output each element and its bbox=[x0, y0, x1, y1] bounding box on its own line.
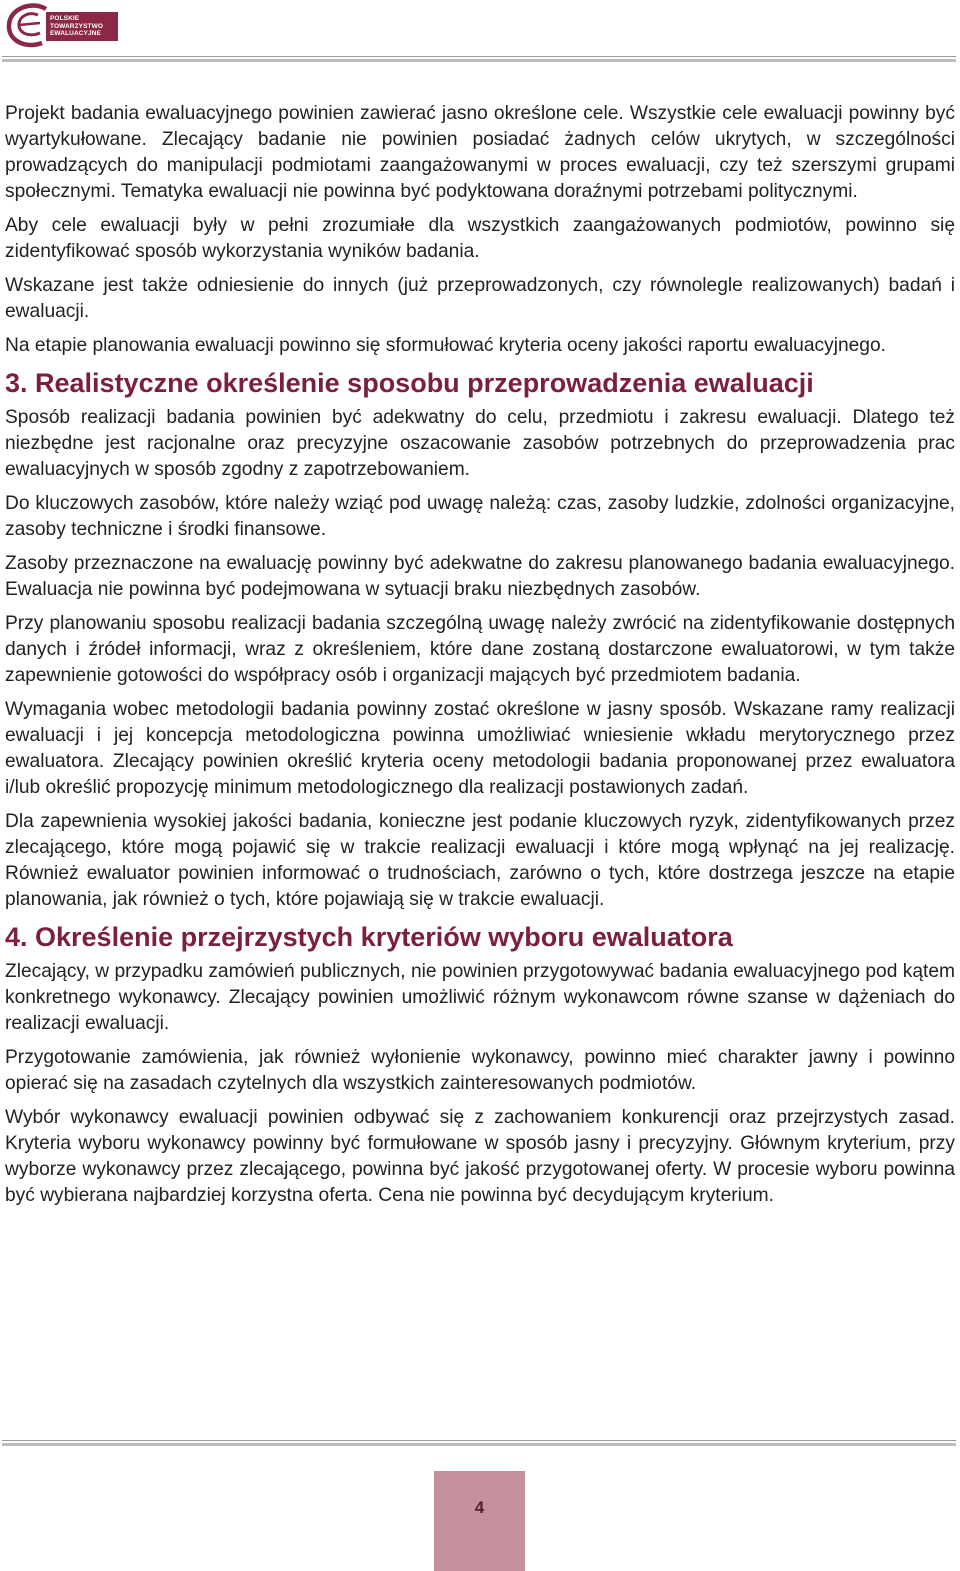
paragraph: Do kluczowych zasobów, które należy wziąć pod uwagę należą: czas, zasoby ludzkie, zdolności organizacyjne, zasoby techniczne i środki finansowe. bbox=[5, 493, 955, 540]
paragraph: Dla zapewnienia wysokiej jakości badania, konieczne jest podanie kluczowych ryzyk, zidentyfikowanych przez zlecającego, które mogą pojawić się w trakcie realizacji ewaluacji i które mogą wpłynąć na jej realizację. Również ewaluator powinien informować o trudnościach, zarówno o tych, które dostrzega jeszcze na etapie planowania, jak również o tych, które pojawiają się w trakcie ewaluacji. bbox=[5, 811, 955, 910]
paragraph: Zlecający, w przypadku zamówień publicznych, nie powinien przygotowywać badania ewaluacyjnego pod kątem konkretnego wykonawcy. Zlecający powinien umożliwić różnym wykonawcom równe szanse w dążeniach do realizacji ewaluacji. bbox=[5, 961, 955, 1034]
logo-badge bbox=[46, 12, 118, 41]
paragraph: Wymagania wobec metodologii badania powinny zostać określone w jasny sposób. Wskazane ramy realizacji ewaluacji i jej koncepcja metodologiczna powinna umożliwiać wniesienie wkładu merytorycznego przez ewaluatora. Zlecający powinien określić kryteria oceny metodologii badania proponowanej przez ewaluatora i/lub określić propozycję minimum metodologicznego dla realizacji postawionych zadań. bbox=[5, 699, 955, 798]
section-heading-4: 4. Określenie przejrzystych kryteriów wyboru ewaluatora bbox=[5, 922, 733, 952]
header-divider bbox=[2, 56, 956, 62]
pte-logo bbox=[6, 3, 126, 49]
paragraph: Przygotowanie zamówienia, jak również wyłonienie wykonawcy, powinno mieć charakter jawny i powinno opierać się na zasadach czytelnych dla wszystkich zainteresowanych podmiotów. bbox=[5, 1047, 955, 1094]
paragraph: Sposób realizacji badania powinien być adekwatny do celu, przedmiotu i zakresu ewaluacji. Dlatego też niezbędne jest racjonalne oraz precyzyjne oszacowanie zasobów potrzebnych do przeprowadzenia prac ewaluacyjnych w sposób zgodny z zapotrzebowaniem. bbox=[5, 407, 955, 480]
paragraph: Projekt badania ewaluacyjnego powinien zawierać jasno określone cele. Wszystkie cele ewaluacji powinny być wyartykułowane. Zlecający badanie nie powinien posiadać żadnych celów ukrytych, w szczególności prowadzących do manipulacji podmiotami zaangażowanymi w proces ewaluacji, czy też szerszymi grupami społecznymi. Tematyka ewaluacji nie powinna być podyktowana doraźnymi potrzebami politycznymi. bbox=[5, 103, 955, 202]
paragraph: Wybór wykonawcy ewaluacji powinien odbywać się z zachowaniem konkurencji oraz przejrzystych zasad. Kryteria wyboru wykonawcy powinny być formułowane w sposób jasny i precyzyjny. Głównym kryterium, przy wyborze wykonawcy przez zlecającego, powinna być jakość przygotowanej oferty. W procesie wyboru powinna być wybierana najbardziej korzystna oferta. Cena nie powinna być decydującym kryterium. bbox=[5, 1107, 955, 1206]
logo-line-2: TOWARZYSTWO bbox=[50, 22, 103, 30]
paragraph: Przy planowaniu sposobu realizacji badania szczególną uwagę należy zwrócić na zidentyfikowanie dostępnych danych i źródeł informacji, wraz z określeniem, które dane zostaną dostarczone ewaluatorowi, w tym także zapewnienie gotowości do współpracy osób i organizacji mających być przedmiotem badania. bbox=[5, 613, 955, 686]
document-body bbox=[5, 101, 955, 1217]
footer-divider bbox=[2, 1440, 956, 1446]
paragraph: Zasoby przeznaczone na ewaluację powinny być adekwatne do zakresu planowanego badania ewaluacyjnego. Ewaluacja nie powinna być podejmowana w sytuacji braku niezbędnych zasobów. bbox=[5, 553, 955, 600]
paragraph: Wskazane jest także odniesienie do innych (już przeprowadzonych, czy równolegle realizowanych) badań i ewaluacji. bbox=[5, 275, 955, 322]
logo-wordmark bbox=[50, 15, 103, 38]
section-heading-3: 3. Realistyczne określenie sposobu przeprowadzenia ewaluacji bbox=[5, 368, 814, 398]
logo-line-3: EWALUACYJNE bbox=[50, 30, 101, 38]
paragraph: Aby cele ewaluacji były w pełni zrozumiałe dla wszystkich zaangażowanych podmiotów, powinno się zidentyfikować sposób wykorzystania wyników badania. bbox=[5, 215, 955, 262]
paragraph: Na etapie planowania ewaluacji powinno się sformułować kryteria oceny jakości raportu ewaluacyjnego. bbox=[5, 335, 886, 356]
page-number: 4 bbox=[474, 1498, 485, 1517]
logo-line-1: POLSKIE bbox=[50, 15, 80, 22]
page-header bbox=[0, 0, 960, 64]
page-number-badge bbox=[434, 1471, 525, 1571]
